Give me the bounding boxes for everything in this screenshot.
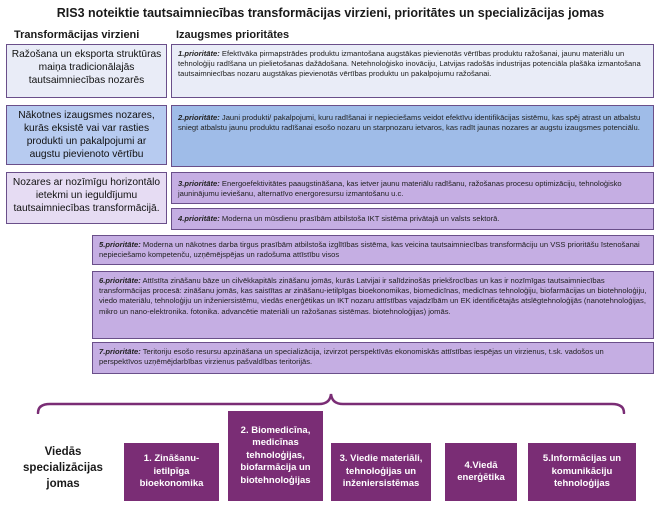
priority-label-7: 7.prioritāte: [99, 347, 141, 356]
direction-box-1 [6, 44, 167, 98]
curly-brace [36, 392, 626, 414]
direction-text-3: Nozares ar nozīmīgu horizontālo ietekmi un ieguldījumu tautsaimniecības transformācijā. [12, 177, 161, 214]
priority-box-1 [171, 44, 654, 98]
specialization-label: Viedās specializācijas jomas [23, 446, 103, 490]
priority-text-4: Moderna un mūsdienu prasībām atbilstoša IKT sistēma privātajā un valsts sektorā. [221, 214, 500, 223]
priority-text-1: Efektīvāka pirmapstrādes produktu izmantošana augstākas pievienotās vērtības produktu ražošanai, jaunu materiālu un tehnoloģiju radīšana un pielietošanas dažādošana. Netehnoloģisko inovāciju, Latvijas radošās industrijas potenciāla plašāka izmantošana tautsaimniecības nozaru augstākas pievienotās vērtības produktu un pakalpojumu ražošanai. [178, 49, 641, 79]
priority-box-5 [92, 235, 654, 265]
priority-box-2 [171, 105, 654, 167]
priority-box-4 [171, 208, 654, 230]
direction-box-3 [6, 172, 167, 224]
priority-text-3: Energoefektivitātes paaugstināšana, kas ietver jaunu materiālu radīšanu, ražošanas procesu optimizāciju, tehnoloģisko jauninājumu ieviešanu, alternatīvo energoresursu izmantošanu u.c. [178, 179, 622, 199]
header-growth-priorities: Izaugsmes prioritātes [176, 29, 290, 41]
direction-text-2: Nākotnes izaugsmes nozares, kurās eksistē vai var rasties produkti un pakalpojumi ar augstu pievienoto vērtību [18, 110, 155, 160]
specialization-text-3: 3. Viedie materiāli, tehnoloģijas un inženiersistēmas [339, 453, 423, 490]
priority-text-6: Attīstīta zināšanu bāze un cilvēkkapitāls zināšanu jomās, kurās Latvijai ir salīdzinošās priekšrocības un kas ir nozīmīgas tautsaimniecības transformācijas procesā: zināšanu jomās, kas saistītas ar zināšanu-ietilpīgas bioekonomikas, biomedicīnas, medicīnas tehnoloģiju, biofarmācijas un biotehnoloģiju, viedo materiālu, tehnoloģiju un inženiersistēmu, viedās enerģētikas un IKT nozaru attīstības vajadzībām un EK identificētajās atslēgtehnoloģijās (nanotehnoloģijas, mikro un nano-elektronika. fotonika. advancētie materiāli un ražošanas sistēmas. biotehnoloģijas) jomās. [99, 276, 647, 316]
header-transformation-directions: Transformācijas virzieni [14, 29, 140, 41]
priority-label-3: 3.prioritāte: [178, 179, 220, 188]
specialization-box-3 [331, 443, 431, 501]
specialization-text-5: 5.Informācijas un komunikāciju tehnoloģijas [542, 453, 622, 490]
specialization-box-2 [228, 411, 323, 501]
priority-text-2: Jauni produkti/ pakalpojumi, kuru radīšanai ir nepieciešams veidot efektīvu identifikācijas sistēmu, kas spēj atrast un atbalstu sniegt atbalstu jaunu produktu radīšanai esošo nozaru un starpnozaru ietvaros, kas radīt jaunas nozares ar augstu izaugsmes potenciālu. [178, 113, 641, 133]
priority-label-1: 1.prioritāte: [178, 49, 220, 58]
specialization-box-4 [445, 443, 517, 501]
specialization-box-1 [124, 443, 219, 501]
specialization-text-1: 1. Zināšanu-ietilpīga bioekonomika [139, 453, 204, 490]
priority-box-6 [92, 271, 654, 339]
priority-box-3 [171, 172, 654, 204]
direction-text-1: Ražošana un eksporta struktūras maiņa tradicionālajās tautsaimniecības nozarēs [11, 49, 162, 86]
priority-label-2: 2.prioritāte: [178, 113, 220, 122]
specialization-box-5 [528, 443, 636, 501]
priority-box-7 [92, 342, 654, 374]
priority-label-5: 5.prioritāte: [99, 240, 141, 249]
priority-label-6: 6.prioritāte: [99, 276, 141, 285]
direction-box-2 [6, 105, 167, 165]
priority-label-4: 4.prioritāte: [178, 214, 220, 223]
specialization-text-2: 2. Biomedicīna, medicīnas tehnoloģijas, biofarmācija un biotehnoloģijas [240, 424, 311, 486]
specialization-text-4: 4.Viedā enerģētika [457, 459, 505, 483]
diagram-title: RIS3 noteiktie tautsaimniecības transformācijas virzieni, prioritātes un specializācijas jomas [56, 6, 605, 20]
priority-text-5: Moderna un nākotnes darba tirgus prasībām atbilstoša izglītības sistēma, kas veicina tautsaimniecības transformāciju un VSS prioritāšu īstenošanai nepieciešamo kompetenču, uzņēmējspējas un radošuma attīstību visos [99, 240, 640, 260]
priority-text-7: Teritoriju esošo resursu apzināšana un specializācija, izvirzot perspektīvās ekonomiskās attīstības iespējas un virzienus, t.sk. vadošos un perspektīvos uzņēmējdarbības virzienus pašvaldības teritorijās. [99, 347, 604, 367]
